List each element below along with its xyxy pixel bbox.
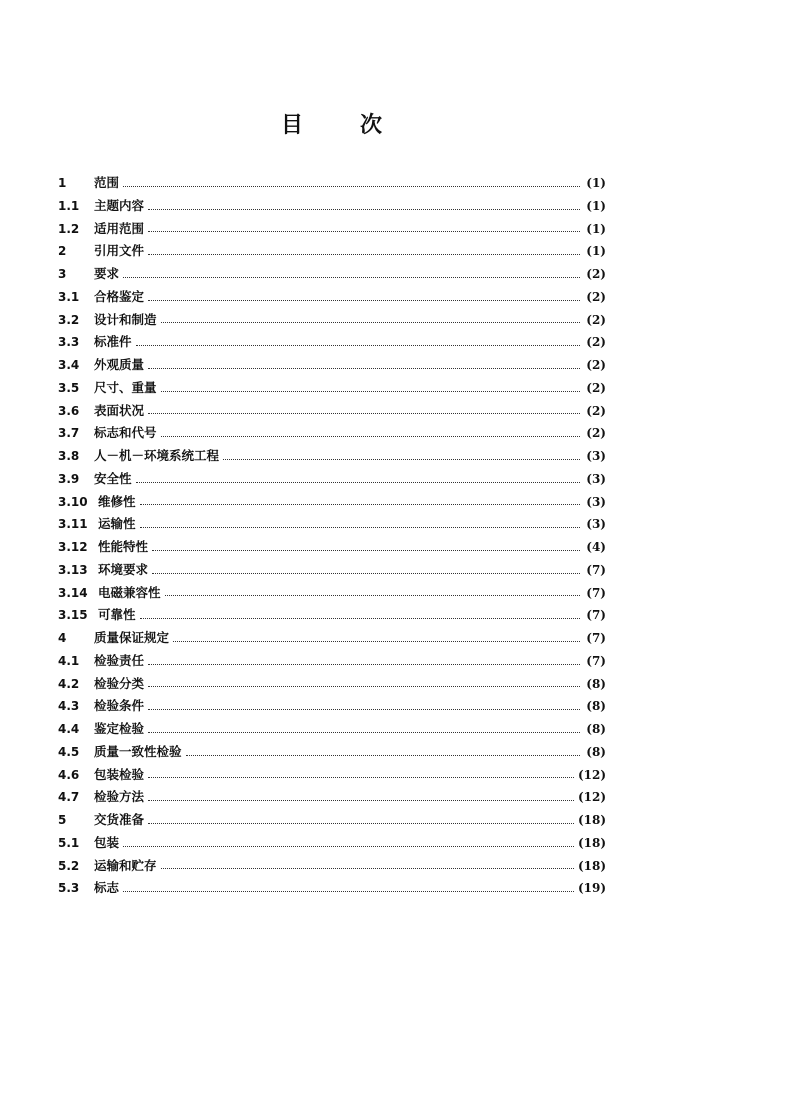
dot-leader [136,482,580,483]
toc-label: 交货准备 [94,812,145,827]
toc-page: (1) [586,198,606,213]
toc-number: 5.3 [58,881,80,896]
toc-row [58,286,606,309]
toc-row [58,263,606,286]
toc-row [58,650,606,673]
toc-number: 3.8 [58,449,80,463]
toc-number: 4 [58,631,67,645]
toc-number: 3.7 [58,426,80,441]
toc-row [58,832,606,855]
toc-number: 3.5 [58,380,80,395]
dot-leader [123,186,580,187]
dot-leader [152,550,580,551]
toc-label: 运输性 [98,516,136,532]
toc-row [58,218,606,241]
toc-page: (3) [586,449,606,463]
toc-label: 运输和贮存 [94,857,157,873]
dot-leader [186,755,580,756]
toc-page: (2) [586,403,606,418]
toc-row [58,445,606,468]
dot-leader [148,800,574,801]
toc-page: (8) [586,722,606,736]
toc-number: 4.3 [58,699,80,714]
toc-label: 主题内容 [94,197,145,213]
dot-leader [148,732,580,733]
toc-number: 3.2 [58,312,80,327]
toc-page: (7) [586,585,606,600]
dot-leader [140,618,580,619]
toc-row [58,764,606,787]
dot-leader [148,709,580,710]
toc-page: (3) [586,471,606,486]
toc-label: 安全性 [94,470,132,486]
toc-label: 引用文件 [94,243,145,259]
toc-label: 标志 [94,880,120,896]
toc-label: 外观质量 [94,357,145,372]
toc-number: 4.1 [58,653,80,668]
toc-number: 3.6 [58,403,80,418]
toc-row [58,627,606,650]
toc-label: 尺寸、重量 [94,379,157,395]
toc-number: 3.15 [58,608,88,623]
dot-leader [173,641,580,642]
toc-page: (2) [586,289,606,304]
toc-number: 3.12 [58,540,88,554]
toc-number: 3.1 [58,289,80,304]
toc-page: (7) [586,631,606,645]
toc-number: 3.14 [58,585,88,600]
toc-label: 合格鉴定 [94,288,145,304]
dot-leader [148,664,580,665]
toc-number: 4.2 [58,676,80,691]
toc-label: 适用范围 [94,220,145,236]
toc-label: 检验分类 [94,675,145,691]
dot-leader [161,391,580,392]
toc-label: 表面状况 [94,402,145,418]
toc-label: 要求 [94,266,120,281]
title-char-1: 目 [281,113,304,138]
toc-page: (7) [586,653,606,668]
toc-page: (8) [586,744,606,759]
toc-page: (2) [586,312,606,327]
toc-row [58,309,606,332]
toc-label: 可靠性 [98,607,136,623]
dot-leader [148,209,580,210]
toc-row [58,354,606,377]
dot-leader [148,686,580,687]
toc-page: (2) [586,380,606,395]
toc-row [58,718,606,741]
dot-leader [148,231,580,232]
toc-label: 质量一致性检验 [94,743,182,759]
toc-label: 检验责任 [94,652,145,668]
table-of-contents [58,172,606,900]
toc-page: (12) [577,790,606,805]
toc-number: 5.1 [58,835,80,850]
dot-leader [148,254,580,255]
dot-leader [140,504,580,505]
title-char-2: 次 [360,113,383,138]
toc-label: 电磁兼容性 [98,584,161,600]
toc-label: 检验方法 [94,789,145,805]
toc-row [58,172,606,195]
toc-row [58,695,606,718]
toc-row [58,559,606,582]
toc-label: 环境要求 [98,561,149,577]
toc-row [58,400,606,423]
toc-row [58,855,606,878]
toc-row [58,195,606,218]
toc-row [58,673,606,696]
dot-leader [148,368,580,369]
toc-page: (18) [577,858,606,873]
toc-number: 3.13 [58,562,88,577]
toc-number: 1.2 [58,221,80,236]
toc-row [58,468,606,491]
toc-number: 3.11 [58,517,88,532]
toc-page: (3) [586,517,606,532]
toc-label: 维修性 [98,493,136,509]
toc-number: 1.1 [58,198,80,213]
toc-label: 质量保证规定 [94,630,170,645]
toc-row [58,741,606,764]
toc-page: (7) [586,608,606,623]
toc-number: 3.3 [58,335,80,350]
toc-row [58,491,606,514]
toc-row [58,604,606,627]
dot-leader [165,595,580,596]
toc-page: (2) [586,358,606,372]
toc-label: 包装检验 [94,766,145,782]
toc-number: 4.6 [58,767,80,782]
toc-page: (2) [586,335,606,350]
toc-row [58,582,606,605]
dot-leader [161,322,580,323]
dot-leader [148,777,574,778]
toc-row [58,786,606,809]
toc-page: (7) [586,562,606,577]
toc-page: (18) [577,835,606,850]
toc-number: 1 [58,176,67,190]
dot-leader [148,823,574,824]
toc-page: (2) [586,267,606,281]
dot-leader [148,413,580,414]
toc-label: 标准件 [94,334,132,350]
toc-row [58,877,606,900]
toc-row [58,422,606,445]
toc-label: 设计和制造 [94,311,157,327]
toc-number: 5.2 [58,858,80,873]
toc-row [58,331,606,354]
toc-number: 3 [58,267,67,281]
toc-page: (18) [577,813,606,827]
dot-leader [223,459,580,460]
toc-row [58,240,606,263]
toc-label: 范围 [94,175,120,190]
toc-page: (4) [586,540,606,554]
dot-leader [123,277,580,278]
toc-page: (3) [586,494,606,509]
toc-number: 3.10 [58,494,88,509]
dot-leader [152,573,580,574]
toc-page: (1) [586,244,606,259]
dot-leader [148,300,580,301]
dot-leader [136,345,580,346]
dot-leader [123,891,574,892]
toc-number: 2 [58,244,67,259]
toc-page: (19) [577,881,606,896]
toc-number: 3.9 [58,471,80,486]
toc-label: 性能特性 [98,539,149,554]
dot-leader [161,436,580,437]
toc-number: 4.5 [58,744,80,759]
dot-leader [140,527,580,528]
toc-number: 4.4 [58,722,80,736]
toc-label: 鉴定检验 [94,721,145,736]
toc-row [58,377,606,400]
toc-page: (12) [577,767,606,782]
toc-page: (2) [586,426,606,441]
toc-label: 人－机－环境系统工程 [94,448,220,463]
toc-page: (1) [586,221,606,236]
dot-leader [123,846,574,847]
toc-label: 标志和代号 [94,425,157,441]
toc-label: 包装 [94,834,120,850]
toc-row [58,809,606,832]
toc-number: 3.4 [58,358,80,372]
toc-number: 4.7 [58,790,80,805]
toc-page: (1) [586,176,606,190]
toc-page: (8) [586,699,606,714]
toc-number: 5 [58,813,67,827]
toc-row [58,513,606,536]
toc-page: (8) [586,676,606,691]
toc-label: 检验条件 [94,698,145,714]
dot-leader [161,868,574,869]
toc-row [58,536,606,559]
